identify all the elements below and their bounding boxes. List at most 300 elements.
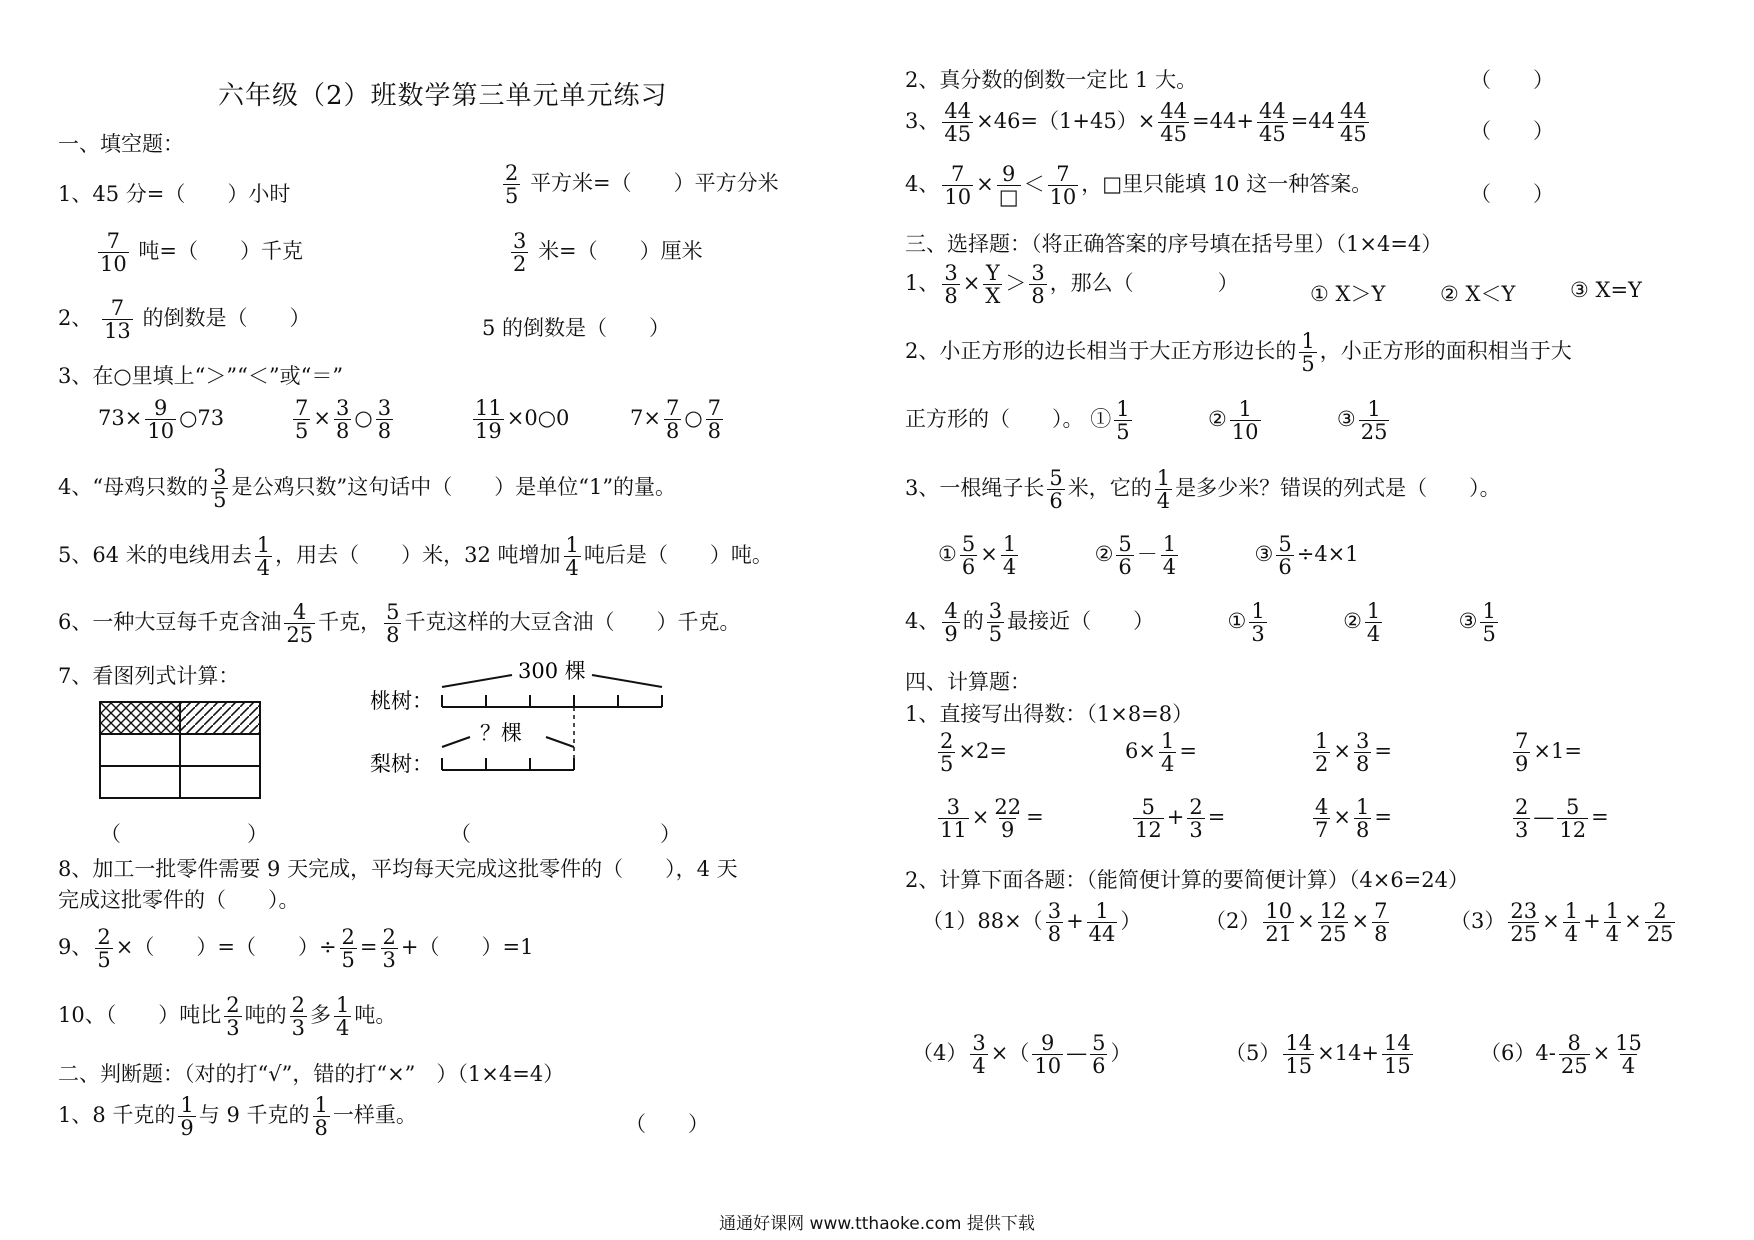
math-text: ） — [1110, 1041, 1132, 1066]
math-text: 1 — [1162, 532, 1177, 556]
math-text: 1 — [335, 993, 350, 1017]
math-text: （6）4- — [1480, 1041, 1556, 1066]
math-text: ③ — [1458, 609, 1478, 634]
math-text: 6 — [1092, 1054, 1106, 1079]
fraction — [942, 600, 959, 645]
math-text: 6 — [1118, 555, 1132, 580]
fraction — [340, 926, 357, 971]
fraction — [1480, 600, 1497, 645]
fraction — [1313, 796, 1330, 841]
q7-answer-1[interactable]: （ ） — [100, 822, 268, 846]
fraction — [1382, 1032, 1413, 1077]
calc-c3 — [1450, 900, 1678, 945]
fraction — [334, 994, 351, 1039]
math-text: 11 — [475, 396, 502, 420]
math-text: 1 — [1116, 397, 1130, 421]
math-text: 8 — [335, 419, 350, 444]
fraction — [284, 601, 315, 646]
fraction — [1001, 533, 1018, 578]
math-text: 多 — [309, 1003, 331, 1028]
q1-2 — [500, 162, 779, 207]
math-text: 最接近（ ） — [1007, 609, 1155, 634]
math-text: ，□里只能填 10 这一种答案。 — [1081, 172, 1373, 197]
math-text: 1 — [1095, 899, 1109, 923]
math-text: 2 — [1653, 899, 1667, 923]
math-text: 4、“母鸡只数的 — [58, 475, 209, 500]
math-text: 10 — [1231, 420, 1259, 445]
math-text: 2、 — [58, 306, 93, 331]
math-text: 5 — [961, 532, 976, 556]
math-text: × — [971, 805, 990, 830]
math-text: （1）88×（ — [922, 909, 1043, 934]
math-text: +（ ）=1 — [400, 935, 534, 960]
calc-a3 — [1310, 730, 1392, 775]
calc-a4 — [1510, 730, 1582, 775]
page-title: 六年级（2）班数学第三单元单元练习 — [218, 81, 668, 111]
q3-expr-4 — [630, 397, 726, 442]
fraction — [1187, 796, 1204, 841]
fraction — [1283, 1032, 1314, 1077]
math-text: 4 — [972, 1054, 986, 1079]
math-text: ① — [1090, 407, 1112, 432]
fraction — [938, 796, 969, 841]
math-text: 是多少米？错误的列式是（ ）。 — [1175, 476, 1501, 501]
fraction — [1048, 163, 1079, 208]
math-text: 5 — [1141, 795, 1156, 819]
math-text: × — [962, 271, 981, 296]
s3-q1 — [905, 262, 1239, 307]
math-text: ，那么（ ） — [1049, 271, 1239, 296]
math-text: 1 — [1564, 899, 1579, 923]
math-text: 6、一种大豆每千克含油 — [58, 610, 282, 635]
q3-expr-1 — [98, 397, 224, 442]
math-text: 44 — [1088, 922, 1116, 947]
math-text: ○73 — [179, 406, 225, 431]
calc-c5 — [1225, 1032, 1416, 1077]
calc-c1 — [922, 900, 1141, 945]
math-text: × — [1333, 739, 1351, 764]
s4-p1-title: 1、直接写出得数：（1×8=8） — [905, 702, 1194, 726]
s4-p2-title: 2、计算下面各题：（能简便计算的要简便计算）（4×6=24） — [905, 868, 1469, 892]
math-text: 7 — [295, 396, 309, 420]
math-text: 44 — [944, 99, 972, 123]
footer-credit: 通通好课网 www.tthaoke.com 提供下载 — [719, 1214, 1035, 1234]
calc-c4 — [912, 1032, 1131, 1077]
math-text: 1 — [314, 1093, 328, 1117]
math-text: 45 — [1160, 122, 1188, 147]
q2-b: 5 的倒数是（ ） — [482, 316, 671, 340]
math-text: 正方形的（ ）。 — [905, 407, 1084, 432]
fraction — [987, 600, 1004, 645]
math-text: ③ — [1336, 407, 1356, 432]
math-text: 10 — [1034, 1054, 1062, 1079]
math-text: 9 — [1041, 1031, 1055, 1055]
math-text: 1 — [1002, 532, 1017, 556]
math-text: ×14+ — [1317, 1041, 1380, 1066]
math-text: （2） — [1205, 909, 1261, 934]
math-text: 5 — [1301, 352, 1315, 377]
fraction — [1047, 467, 1064, 512]
math-text: 9 — [1001, 162, 1016, 186]
fraction — [98, 230, 129, 275]
fraction — [511, 230, 528, 275]
math-text: 3 — [377, 396, 392, 420]
math-text: 10 — [147, 419, 175, 444]
q4 — [58, 466, 676, 511]
fraction — [970, 1032, 987, 1077]
math-text: ×（ ）=（ ）÷ — [115, 935, 337, 960]
q8-line-2: 完成这批零件的（ ）。 — [58, 888, 300, 912]
math-text: 9、 — [58, 935, 93, 960]
calc-b3 — [1310, 796, 1392, 841]
math-text: × — [976, 172, 994, 197]
math-text: 10 — [944, 185, 972, 210]
math-text: 4 — [1162, 555, 1177, 580]
math-text: 5 — [341, 948, 355, 973]
diagonal-hatch-cell — [180, 702, 260, 734]
math-text: 5 — [1118, 532, 1132, 556]
math-text: 7 — [951, 162, 965, 186]
math-text: 2、小正方形的边长相当于大正方形边长的 — [905, 339, 1297, 364]
math-text: ○ — [354, 406, 373, 431]
math-text: 25 — [1319, 922, 1347, 947]
math-text: ① — [938, 542, 957, 567]
math-text: 25 — [1360, 420, 1388, 445]
q3-text: 3、在○里填上“＞”“＜”或“＝” — [58, 364, 344, 388]
math-text: （4） — [912, 1041, 968, 1066]
math-text: 2 — [1315, 752, 1329, 777]
fraction — [1133, 796, 1164, 841]
fraction — [1613, 1032, 1644, 1077]
fraction — [1354, 796, 1371, 841]
math-text: 8 — [1355, 818, 1370, 843]
math-text: ② — [1207, 407, 1227, 432]
math-text: 3 — [972, 1031, 986, 1055]
s3-q2-line-2 — [905, 398, 1392, 443]
math-text: 2 — [513, 252, 527, 277]
math-text: 3 — [335, 396, 350, 420]
math-text: 1 — [1605, 899, 1620, 923]
fraction — [942, 262, 959, 307]
math-text: 44 — [1340, 99, 1367, 123]
math-text: — — [1533, 805, 1555, 830]
fraction — [664, 397, 681, 442]
fraction — [706, 397, 723, 442]
math-text: = — [1374, 739, 1392, 764]
s2-q2-answer[interactable]: （ ） — [1470, 68, 1554, 92]
section-3-heading: 三、选择题：（将正确答案的序号填在括号里）（1×4=4） — [905, 232, 1443, 256]
q10 — [58, 994, 396, 1039]
fraction — [1313, 730, 1330, 775]
fraction — [1257, 100, 1288, 145]
math-text: 44 — [1160, 99, 1188, 123]
math-text: × — [1624, 909, 1642, 934]
fraction — [1161, 533, 1178, 578]
s3-q3 — [905, 467, 1501, 512]
fraction — [384, 601, 401, 646]
fraction — [1299, 330, 1316, 375]
math-text: 8 — [377, 419, 392, 444]
fraction — [211, 466, 228, 511]
math-text: 1 — [1238, 397, 1252, 421]
math-text: 8 — [944, 284, 958, 309]
s3-q2 — [905, 330, 1572, 375]
math-text: 1 — [180, 1093, 194, 1117]
math-text: 5 — [1278, 532, 1292, 556]
fraction — [1114, 398, 1131, 443]
math-text: 吨。 — [354, 1003, 397, 1028]
math-text: = — [1207, 805, 1226, 830]
s2-q1-answer[interactable]: （ ） — [625, 1112, 709, 1136]
math-text: 一样重。 — [332, 1103, 417, 1128]
math-text: ×1= — [1533, 739, 1582, 764]
math-text: 10 — [1049, 185, 1077, 210]
math-text: 5 — [213, 488, 227, 513]
q7-answer-2[interactable]: （ ） — [450, 822, 681, 846]
fraction — [178, 1094, 195, 1139]
math-text: 44 — [1258, 99, 1286, 123]
math-text: 米，它的 — [1067, 476, 1152, 501]
math-text: 1 — [1367, 397, 1381, 421]
math-text: + — [1583, 909, 1601, 934]
fraction — [1365, 600, 1382, 645]
s2-q1 — [58, 1094, 417, 1139]
math-text: ③ — [1254, 542, 1274, 567]
math-text: ×（ — [990, 1041, 1030, 1066]
math-text: 1 — [256, 533, 271, 557]
fraction — [1318, 900, 1349, 945]
math-text: 15 — [1384, 1054, 1411, 1079]
math-text: 3 — [291, 1016, 305, 1041]
math-text: 3 — [988, 599, 1003, 623]
math-text: 23 — [1510, 899, 1538, 923]
math-text: 1 — [1156, 466, 1171, 490]
math-text: 吨=（ ）千克 — [138, 239, 304, 264]
math-text: 3 — [1189, 818, 1203, 843]
math-text: 5 — [295, 419, 309, 444]
fraction — [1087, 900, 1118, 945]
peach-label: 桃树： — [370, 689, 433, 713]
fraction — [1276, 533, 1293, 578]
math-text: = — [1591, 805, 1609, 830]
math-text: 8 — [1374, 922, 1388, 947]
math-text: ，小正方形的面积相当于大 — [1319, 339, 1572, 364]
math-text: 3 — [382, 948, 396, 973]
math-text: 4、 — [905, 172, 940, 197]
fraction — [960, 533, 977, 578]
fraction — [376, 397, 393, 442]
math-text: 7 — [110, 296, 125, 320]
s2-q2: 2、真分数的倒数一定比 1 大。 — [905, 68, 1198, 92]
math-text: 是公鸡只数”这句话中（ ）是单位“1”的量。 — [231, 475, 677, 500]
math-text: ＞ — [1005, 271, 1027, 296]
math-text: 7× — [630, 406, 661, 431]
math-text: 2 — [1515, 795, 1529, 819]
math-text: × — [1297, 909, 1315, 934]
math-text: 3 — [1355, 729, 1370, 753]
math-text: 4 — [1366, 622, 1381, 647]
math-text: 与 9 千克的 — [198, 1103, 310, 1128]
math-text: 25 — [286, 623, 314, 648]
q9 — [58, 926, 533, 971]
math-text: 7 — [106, 229, 121, 253]
math-text: =44 — [1290, 109, 1336, 134]
math-text: = — [1374, 805, 1392, 830]
s3-q1-option-1: ① X＞Y — [1310, 282, 1386, 306]
math-text: 7 — [665, 396, 680, 420]
math-text: ，用去（ ）米，32 吨增加 — [275, 543, 561, 568]
fraction — [942, 100, 973, 145]
fraction — [564, 534, 581, 579]
math-text: 6 — [961, 555, 976, 580]
fraction — [997, 163, 1021, 208]
fraction — [1116, 533, 1133, 578]
math-text: = — [1026, 805, 1044, 830]
fraction — [1155, 467, 1172, 512]
math-text: =44+ — [1192, 109, 1254, 134]
math-text: 2 — [341, 925, 355, 949]
q3-expr-3 — [470, 397, 569, 442]
math-text: 12 — [1319, 899, 1347, 923]
math-text: 3 — [1031, 261, 1045, 285]
math-text: 1 — [1355, 795, 1370, 819]
q3-expr-2 — [290, 397, 396, 442]
s3-q3-options — [938, 533, 1359, 578]
calc-c6 — [1480, 1032, 1647, 1077]
math-text: 4 — [1160, 752, 1175, 777]
math-text: 7 — [1515, 729, 1529, 753]
section-2-heading: 二、判断题：（对的打“√”，错的打“×” ）（1×4=4） — [58, 1062, 565, 1086]
fraction — [1604, 900, 1621, 945]
s2-q4 — [905, 163, 1372, 208]
s2-q4-answer[interactable]: （ ） — [1470, 182, 1554, 206]
math-text: 6× — [1125, 739, 1156, 764]
math-text: 8 — [314, 1116, 328, 1141]
math-text: 9 — [1001, 818, 1015, 843]
math-text: ② — [1343, 609, 1362, 634]
fraction — [1032, 1032, 1063, 1077]
cross-hatch-cell — [100, 702, 180, 734]
math-text: 11 — [940, 818, 967, 843]
s2-q3 — [905, 100, 1372, 145]
math-text: 5 — [988, 622, 1003, 647]
math-text: 1 — [1160, 729, 1175, 753]
math-text: 9 — [944, 622, 958, 647]
math-text: = — [1179, 739, 1197, 764]
math-text: （3） — [1450, 909, 1506, 934]
math-text: 25 — [1646, 922, 1674, 947]
math-text: 4、 — [905, 609, 940, 634]
math-text: 1 — [1251, 599, 1265, 623]
q1-3 — [95, 230, 303, 275]
math-text: ② — [1094, 542, 1114, 567]
math-text: × — [313, 406, 331, 431]
math-text: 2 — [382, 925, 396, 949]
q2 — [58, 297, 310, 342]
math-text: 4 — [1002, 555, 1017, 580]
math-text: 的 — [962, 609, 984, 634]
math-text: 米=（ ）厘米 — [538, 239, 703, 264]
math-text: － — [1136, 542, 1158, 567]
math-text: 4 — [1156, 489, 1171, 514]
math-text: 15 — [1285, 1054, 1313, 1079]
math-text: 8 — [665, 419, 680, 444]
math-text: 45 — [944, 122, 972, 147]
math-text: 1 — [1301, 329, 1315, 353]
fraction — [1263, 900, 1294, 945]
fraction — [983, 262, 1002, 307]
math-text: 25 — [1560, 1054, 1588, 1079]
math-text: 4 — [293, 600, 307, 624]
math-text: 2 — [940, 729, 954, 753]
math-text: + — [1166, 805, 1185, 830]
math-text: 4 — [565, 556, 579, 581]
math-text: ） — [1120, 909, 1142, 934]
area-diagram — [96, 698, 276, 808]
math-text: 9 — [180, 1116, 194, 1141]
math-text: 5 — [1566, 795, 1580, 819]
fraction — [1508, 900, 1539, 945]
math-text: 12 — [1135, 818, 1162, 843]
math-text: X — [985, 284, 1001, 309]
fraction — [313, 1094, 330, 1139]
fraction — [95, 926, 112, 971]
math-text: 8 — [1355, 752, 1370, 777]
math-text: □ — [998, 185, 1019, 210]
s3-q1-option-3: ③ X=Y — [1570, 278, 1642, 302]
math-text: 平方米=（ ）平方分米 — [530, 171, 779, 196]
math-text: 2 — [1189, 795, 1203, 819]
math-text: 9 — [154, 396, 168, 420]
math-text: 8 — [386, 623, 400, 648]
fraction — [1338, 100, 1369, 145]
math-text: 4 — [256, 556, 271, 581]
q6 — [58, 601, 740, 646]
math-text: ×2= — [958, 739, 1007, 764]
math-text: 5、64 米的电线用去 — [58, 543, 252, 568]
math-text: 73× — [98, 406, 143, 431]
math-text: 千克这样的大豆含油（ ）千克。 — [404, 610, 741, 635]
fraction — [1372, 900, 1389, 945]
math-text: ○ — [684, 406, 703, 431]
math-text: 45 — [1340, 122, 1367, 147]
fraction — [1557, 796, 1588, 841]
math-text: 3 — [513, 229, 527, 253]
math-text: 3 — [213, 465, 227, 489]
math-text: 45 — [1258, 122, 1286, 147]
math-text: + — [1066, 909, 1084, 934]
math-text: 19 — [475, 419, 502, 444]
calc-b2 — [1130, 796, 1225, 841]
fraction — [1158, 100, 1189, 145]
s3-q4 — [905, 600, 1501, 645]
math-text: × — [1592, 1041, 1611, 1066]
fraction — [473, 397, 504, 442]
math-text: 2 — [291, 993, 305, 1017]
unknown-label: ？棵 — [480, 721, 522, 745]
math-text: 6 — [1278, 555, 1292, 580]
math-text: 3 — [944, 261, 958, 285]
math-text: 3 — [226, 1016, 240, 1041]
calc-b4 — [1510, 796, 1609, 841]
fraction — [938, 730, 955, 775]
math-text: 3 — [1047, 899, 1062, 923]
math-text: 3 — [1515, 818, 1529, 843]
s2-q3-answer[interactable]: （ ） — [1470, 119, 1554, 143]
calc-c2 — [1205, 900, 1392, 945]
math-text: 10 — [100, 252, 127, 277]
math-text: 4 — [1621, 1054, 1636, 1079]
